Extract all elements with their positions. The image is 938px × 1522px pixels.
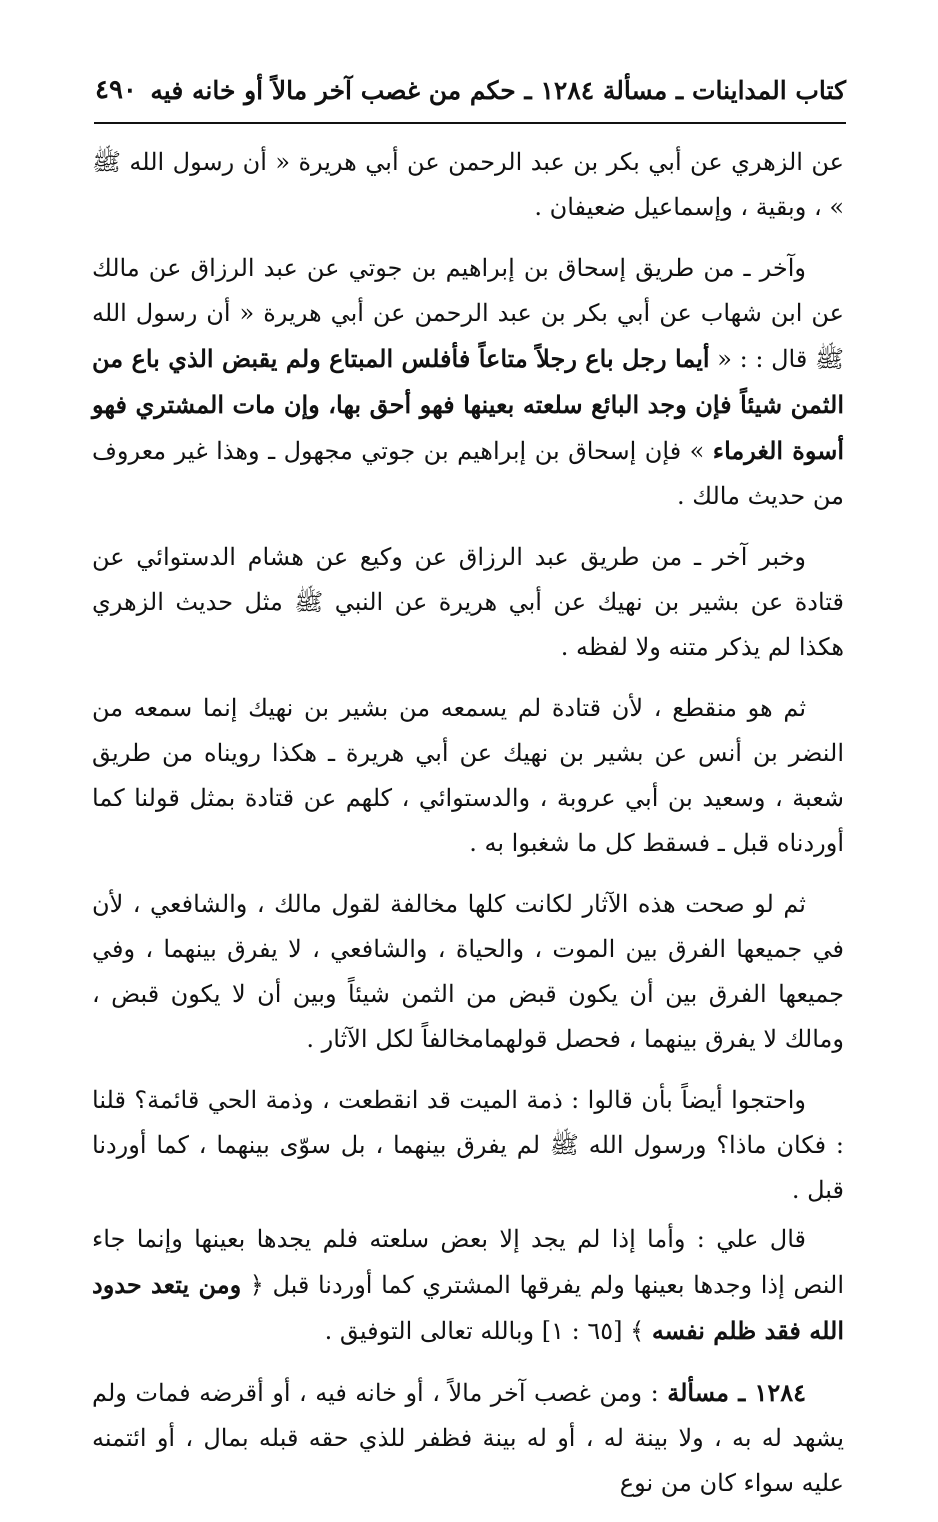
paragraph-2-post: » فإن إسحاق بن إبراهيم بن جوتي مجهول ـ وهذا غير معروف من حديث مالك .: [92, 437, 844, 510]
paragraph-2: [92, 246, 844, 519]
paragraph-1-text: عن الزهري عن أبي بكر بن عبد الرحمن عن أبي هريرة « أن رسول الله ﷺ » ، وبقية ، وإسماعيل ضعيفان .: [92, 148, 844, 221]
paragraph-4-text: ثم هو منقطع ، لأن قتادة لم يسمعه من بشير بن نهيك إنما سمعه من النضر بن أنس عن بشير بن نهيك عن أبي هريرة ـ هكذا رويناه من طريق شعبة ، وسعيد بن أبي عروبة ، والدستوائي ، كلهم عن قتادة بمثل قولنا كما أوردناه قبل ـ فسقط كل ما شغبوا به .: [92, 694, 844, 857]
page-header: [95, 66, 846, 114]
paragraph-7-pre: قال علي : وأما إذا لم يجد إلا بعض سلعته فلم يجدها بعينها وإنما جاء النص إذا وجدها بعينها ولم يفرقها المشتري كما أوردنا قبل ﴿: [92, 1225, 844, 1299]
paragraph-3: [92, 535, 844, 670]
paragraph-8-post: : ومن غصب آخر مالاً ، أو خانه فيه ، أو أقرضه فمات ولم يشهد له به ، ولا بينة له ، أو له بينة فظفر للذي حقه قبله بمال ، أو ائتمنه عليه سواء كان من نوع: [92, 1379, 844, 1497]
running-title: كتاب المداينات ـ مسألة ١٢٨٤ ـ حكم من غصب آخر مالاً أو خانه فيه: [150, 75, 846, 105]
paragraph-4: [92, 686, 844, 866]
paragraph-2-pre: وآخر ـ من طريق إسحاق بن إبراهيم بن جوتي عن عبد الرزاق عن مالك عن ابن شهاب عن أبي بكر بن عبد الرحمن عن أبي هريرة « أن رسول الله ﷺ قال : : «: [92, 254, 845, 373]
paragraph-8: [92, 1370, 844, 1506]
paragraph-6: [92, 1078, 844, 1213]
header-rule: [94, 122, 846, 124]
paragraph-6-text: واحتجوا أيضاً بأن قالوا : ذمة الميت قد انقطعت ، وذمة الحي قائمة؟ قلنا : فكان ماذا؟ ورسول الله ﷺ لم يفرق بينهما ، بل سوّى بينهما ، كما أوردنا قبل .: [92, 1086, 844, 1204]
page-number: ٤٩٠: [95, 75, 137, 105]
issue-heading: ١٢٨٤ ـ مسألة: [667, 1378, 806, 1407]
paragraph-1: [92, 140, 844, 230]
page-body: [92, 140, 844, 1522]
paragraph-7-post: ﴾ [٦٥ : ١] وبالله تعالى التوفيق .: [324, 1317, 652, 1345]
paragraph-5-text: ثم لو صحت هذه الآثار لكانت كلها مخالفة لقول مالك ، والشافعي ، لأن في جميعها الفرق بين الموت ، والحياة ، والشافعي ، لا يفرق بينهما ، وفي جميعها الفرق بين أن يكون قبض من الثمن شيئاً وبين أن لا يكون قبض ، ومالك لا يفرق بينهما ، فحصل قولهمامخالفاً لكل الآثار .: [92, 890, 845, 1053]
paragraph-5: [92, 882, 844, 1062]
hadith-text: أيما رجل باع رجلاً متاعاً فأفلس المبتاع ولم يقبض الذي باع من الثمن شيئاً فإن وجد البائع سلعته بعينها فهو أحق بها، وإن مات المشتري فهو أسوة الغرماء: [92, 344, 844, 465]
paragraph-3-text: وخبر آخر ـ من طريق عبد الرزاق عن وكيع عن هشام الدستوائي عن قتادة عن بشير بن نهيك عن أبي هريرة عن النبي ﷺ مثل حديث الزهري هكذا لم يذكر متنه ولا لفظه .: [92, 543, 844, 661]
quran-verse: ومن يتعد حدود الله فقد ظلم نفسه: [92, 1270, 844, 1345]
paragraph-7: [92, 1217, 844, 1354]
